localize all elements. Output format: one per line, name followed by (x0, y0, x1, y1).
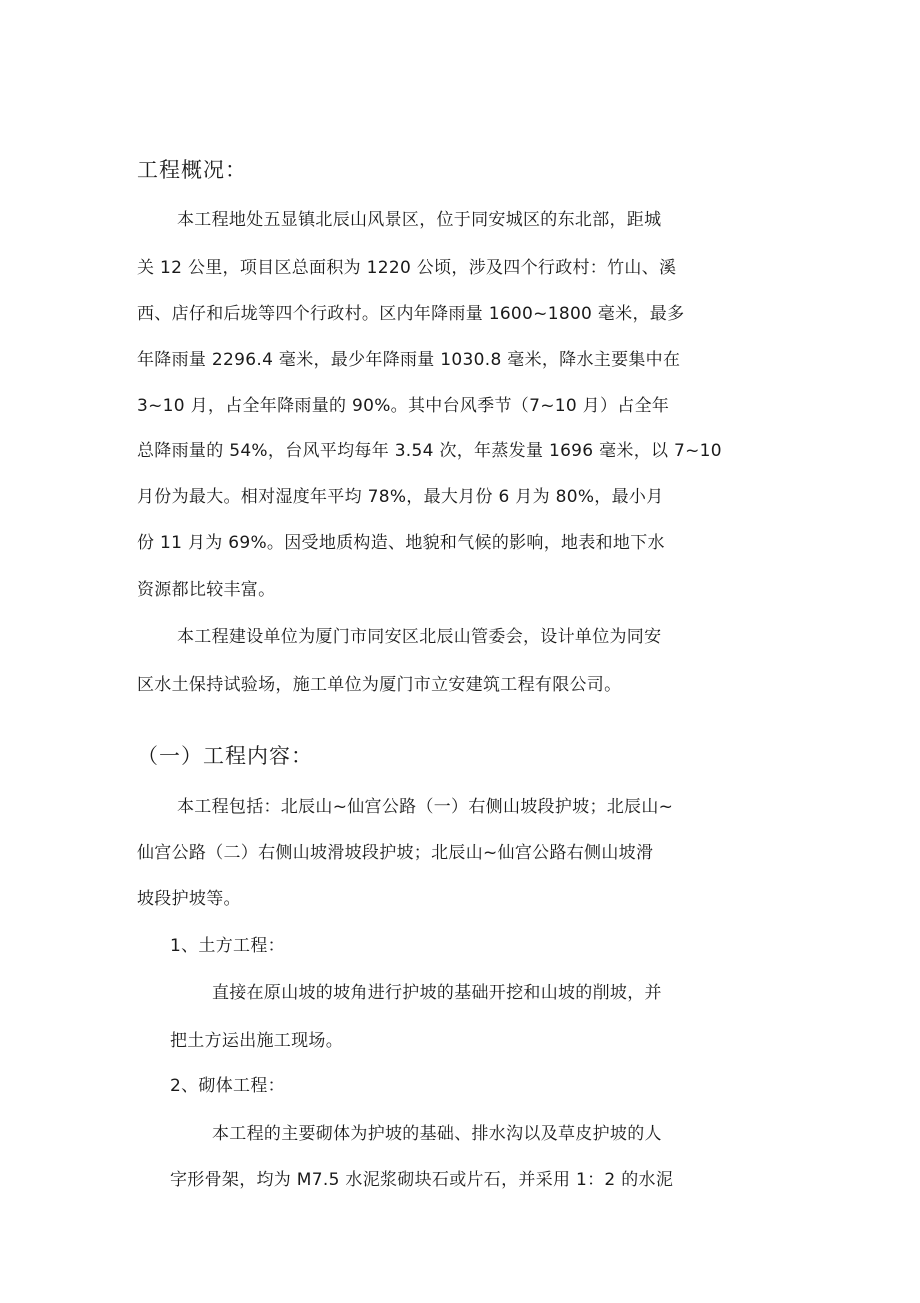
text-line: 月份为最大。相对湿度年平均 78%，最大月份 6 月为 80%，最小月 (137, 487, 664, 507)
text-line: 年降雨量 2296.4 毫米，最少年降雨量 1030.8 毫米，降水主要集中在 (137, 350, 681, 370)
text-line: 3~10 月，占全年降雨量的 90%。其中台风季节（7~10 月）占全年 (137, 396, 670, 416)
text-line: 本工程建设单位为厦门市同安区北辰山管委会，设计单位为同安 (177, 627, 662, 647)
text-line: 直接在原山坡的坡角进行护坡的基础开挖和山坡的削坡，并 (212, 983, 662, 1003)
text-line: 西、店仔和后垅等四个行政村。区内年降雨量 1600~1800 毫米，最多 (137, 304, 685, 324)
item-2-title: 2、砌体工程： (170, 1076, 285, 1096)
item-1-title: 1、土方工程： (170, 936, 285, 956)
text-line: 份 11 月为 69%。因受地质构造、地貌和气候的影响，地表和地下水 (137, 533, 665, 553)
text-line: 总降雨量的 54%，台风平均每年 3.54 次，年蒸发量 1696 毫米，以 7~10 (137, 441, 722, 461)
text-line: 本工程包括：北辰山~仙宫公路（一）右侧山坡段护坡；北辰山~ (177, 797, 674, 817)
text-line: 关 12 公里，项目区总面积为 1220 公顷，涉及四个行政村：竹山、溪 (137, 258, 677, 278)
text-line: 把土方运出施工现场。 (170, 1031, 343, 1051)
text-line: 本工程地处五显镇北辰山风景区，位于同安城区的东北部，距城 (177, 210, 662, 230)
text-line: 仙宫公路（二）右侧山坡滑坡段护坡；北辰山~仙宫公路右侧山坡滑 (137, 843, 654, 863)
content-section-title: （一）工程内容： (137, 744, 313, 768)
text-line: 区水土保持试验场，施工单位为厦门市立安建筑工程有限公司。 (137, 675, 622, 695)
section-title: 工程概况： (137, 158, 247, 182)
text-line: 资源都比较丰富。 (137, 580, 276, 600)
text-line: 字形骨架，均为 M7.5 水泥浆砌块石或片石，并采用 1：2 的水泥 (170, 1170, 674, 1190)
text-line: 坡段护坡等。 (137, 889, 241, 909)
text-line: 本工程的主要砌体为护坡的基础、排水沟以及草皮护坡的人 (212, 1124, 662, 1144)
